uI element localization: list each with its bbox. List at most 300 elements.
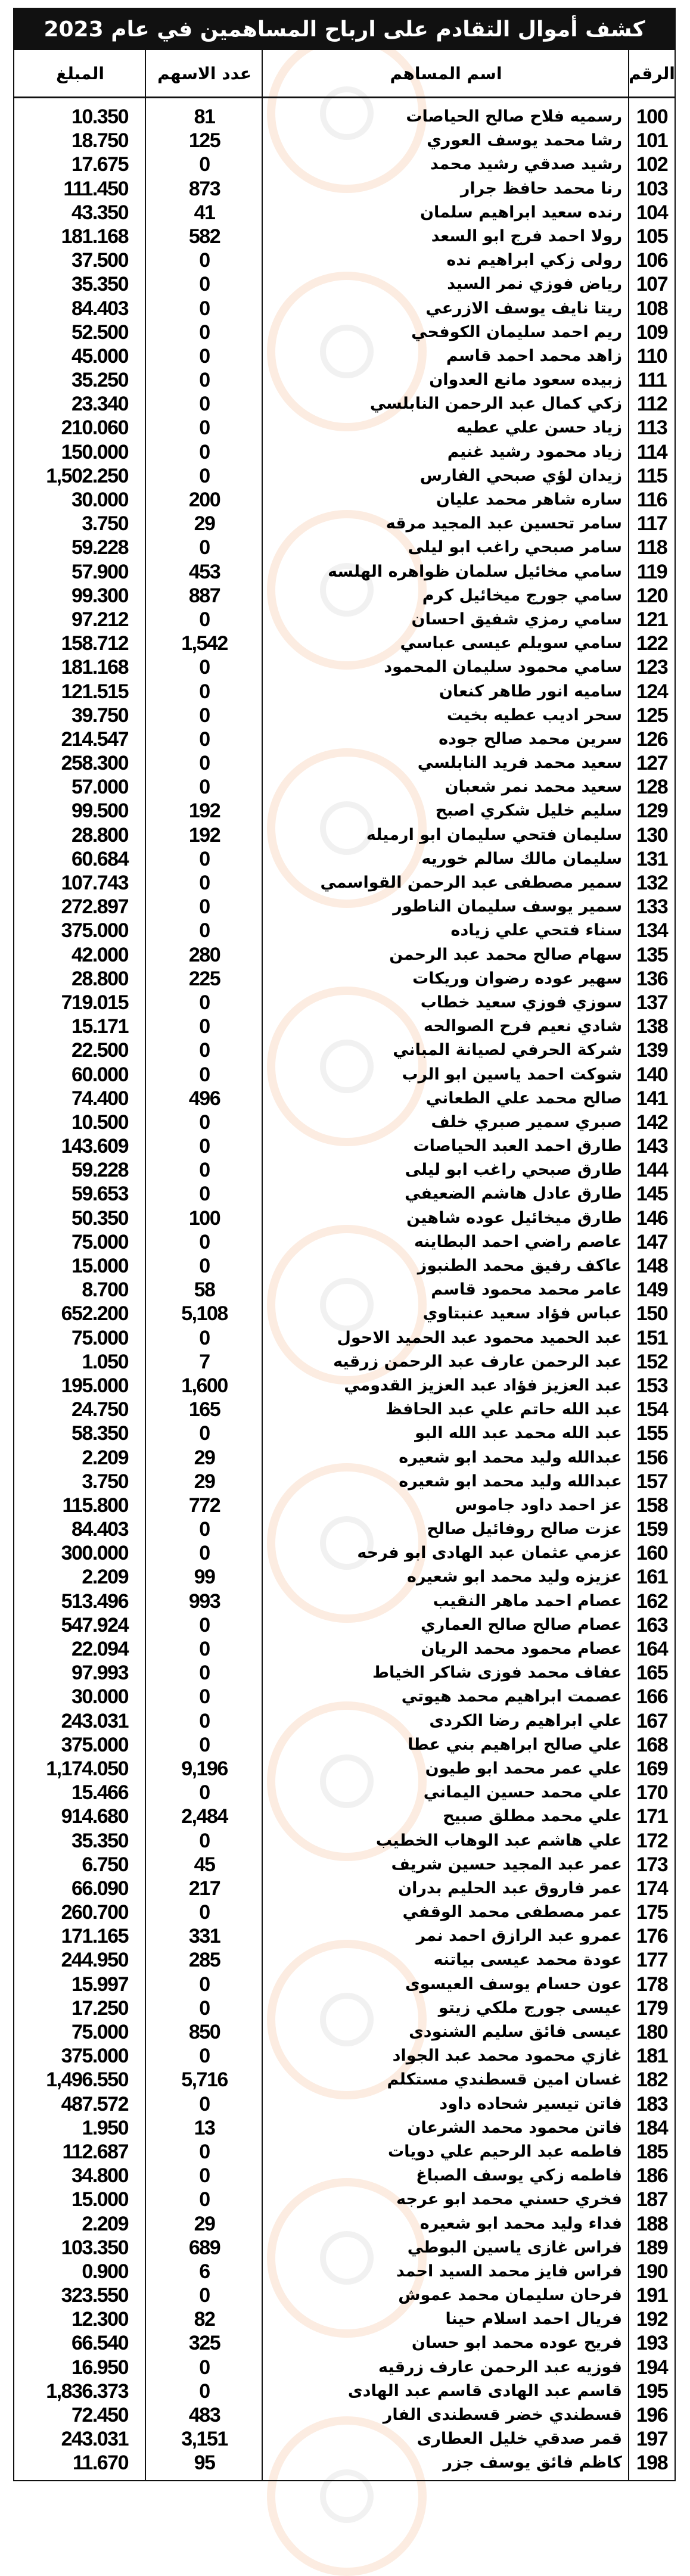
number-cell-text: 175	[636, 1901, 668, 1924]
amount-cell	[14, 368, 146, 392]
table-row	[14, 2260, 675, 2283]
amount-cell-text: 1,502.250	[46, 464, 128, 487]
name-cell	[263, 1182, 629, 1206]
amount-cell	[14, 2236, 146, 2260]
name-cell-text: سعيد محمد نمر شعبان	[445, 777, 622, 797]
name-cell	[263, 1877, 629, 1900]
amount-cell	[14, 775, 146, 799]
name-cell	[263, 1565, 629, 1589]
number-cell-text: 113	[636, 416, 667, 440]
number-cell	[629, 321, 675, 344]
table-row	[14, 177, 675, 201]
name-cell	[263, 1278, 629, 1302]
amount-cell	[14, 2356, 146, 2379]
table-row	[14, 2307, 675, 2331]
number-cell	[629, 1565, 675, 1589]
shares-cell-text: 0	[199, 1638, 210, 1660]
number-cell	[629, 225, 675, 248]
name-cell-text: عون حسام يوسف العيسوى	[405, 1974, 622, 1993]
number-cell	[629, 2427, 675, 2451]
table-row	[14, 1158, 675, 1182]
table-row	[14, 2451, 675, 2475]
shares-cell	[146, 2427, 263, 2451]
name-cell	[263, 608, 629, 631]
table-row	[14, 464, 675, 488]
name-cell-text: شركة الحرفي لصيانة المباني	[393, 1041, 622, 1060]
shares-cell-text: 689	[188, 2236, 220, 2259]
name-cell-text: كاظم فائق يوسف جزر	[443, 2453, 622, 2472]
shares-cell	[146, 2116, 263, 2140]
shares-cell	[146, 2212, 263, 2236]
table-row	[14, 1781, 675, 1805]
amount-cell-text: 10.350	[72, 105, 128, 128]
shares-cell-text: 0	[199, 1733, 210, 1756]
name-cell-text: رولا احمد فرج ابو السعد	[431, 226, 622, 245]
name-cell	[263, 991, 629, 1015]
number-cell	[629, 2068, 675, 2092]
name-cell	[263, 488, 629, 512]
shares-cell-text: 325	[188, 2332, 220, 2355]
name-cell	[263, 1015, 629, 1038]
name-cell-text: رشا محمد يوسف العوري	[427, 131, 622, 150]
shares-cell-text: 45	[194, 1853, 215, 1876]
number-cell	[629, 584, 675, 608]
shares-cell	[146, 201, 263, 225]
name-cell	[263, 1421, 629, 1445]
name-cell-text: عزمي عثمان عبد الهادى ابو فرحه	[357, 1544, 622, 1563]
name-cell-text: سليم خليل شكري اصبح	[435, 801, 622, 820]
shares-cell	[146, 248, 263, 272]
table-row	[14, 1182, 675, 1206]
shares-cell	[146, 2379, 263, 2403]
name-cell	[263, 1350, 629, 1374]
number-cell-text: 170	[636, 1781, 668, 1805]
name-cell	[263, 823, 629, 847]
number-cell	[629, 392, 675, 416]
amount-cell	[14, 2283, 146, 2307]
table-row	[14, 919, 675, 942]
shares-cell	[146, 1709, 263, 1733]
shares-cell	[146, 1470, 263, 1494]
shares-cell-text: 0	[199, 273, 210, 296]
amount-cell	[14, 2379, 146, 2403]
shares-cell	[146, 177, 263, 201]
shares-cell	[146, 1374, 263, 1398]
number-cell	[629, 1494, 675, 1517]
name-cell	[263, 727, 629, 751]
amount-cell-text: 719.015	[61, 991, 128, 1014]
shares-cell	[146, 1733, 263, 1757]
shares-cell	[146, 704, 263, 727]
name-cell-text: قسطندي خضر قسطندى الفار	[383, 2406, 622, 2424]
name-cell	[263, 919, 629, 942]
name-cell-text: عمر فاروق عبد الحليم بدران	[398, 1878, 622, 1897]
name-cell-text: عبدالله وليد محمد ابو شعيره	[399, 1448, 622, 1467]
amount-cell-text: 59.228	[72, 1159, 128, 1182]
name-cell	[263, 2020, 629, 2044]
amount-cell	[14, 1924, 146, 1948]
shares-cell	[146, 1110, 263, 1134]
shares-cell-text: 0	[199, 895, 210, 919]
name-cell-text: رشيد صدقي رشيد محمد	[430, 155, 622, 174]
shares-cell-text: 453	[188, 560, 220, 583]
amount-cell-text: 74.400	[72, 1087, 128, 1110]
table-row	[14, 201, 675, 225]
shares-cell	[146, 1134, 263, 1158]
table-row	[14, 727, 675, 751]
amount-cell	[14, 2427, 146, 2451]
shares-cell-text: 0	[199, 1422, 210, 1445]
number-cell-text: 115	[636, 464, 667, 487]
amount-cell	[14, 512, 146, 536]
name-cell	[263, 201, 629, 225]
amount-cell	[14, 895, 146, 919]
table-row	[14, 1421, 675, 1445]
name-cell	[263, 2451, 629, 2475]
name-cell-text: سوزي فوزي سعيد خطاب	[420, 993, 622, 1012]
number-cell	[629, 1350, 675, 1374]
amount-cell	[14, 1087, 146, 1110]
shares-cell-text: 3,151	[181, 2428, 228, 2451]
shares-cell	[146, 105, 263, 129]
shares-cell	[146, 1326, 263, 1350]
shares-cell	[146, 2044, 263, 2068]
table-row	[14, 512, 675, 536]
name-cell	[263, 2188, 629, 2211]
name-cell-text: عصام صالح صالح العماري	[421, 1615, 622, 1634]
name-cell	[263, 1900, 629, 1924]
number-cell-text: 101	[636, 129, 668, 153]
name-cell-text: زاهد محمد احمد قاسم	[446, 346, 622, 365]
name-cell	[263, 751, 629, 775]
name-cell-text: عاكف رفيق محمد الطنبوز	[417, 1256, 622, 1275]
shares-cell	[146, 225, 263, 248]
number-cell-text: 172	[636, 1829, 668, 1852]
header-shares: عدد الاسهم	[157, 63, 251, 83]
number-cell	[629, 272, 675, 296]
table-row	[14, 1398, 675, 1421]
number-cell	[629, 1517, 675, 1541]
name-cell	[263, 225, 629, 248]
number-cell	[629, 2236, 675, 2260]
shares-cell-text: 772	[188, 1494, 220, 1517]
page-title: كشف أموال التقادم على ارباح المساهمين في عام 2023	[14, 9, 675, 50]
name-cell-text: عبد الرحمن عارف عبد الرحمن زرقيه	[333, 1352, 622, 1371]
amount-cell-text: 2.209	[82, 2212, 128, 2235]
shares-cell-text: 850	[188, 2021, 220, 2043]
number-cell-text: 139	[636, 1039, 668, 1062]
amount-cell	[14, 1589, 146, 1613]
number-cell-text: 102	[636, 153, 668, 176]
name-cell	[263, 440, 629, 464]
name-cell-text: سليمان مالك سالم خوريه	[421, 849, 622, 868]
amount-cell	[14, 1709, 146, 1733]
table-row	[14, 2236, 675, 2260]
table-row	[14, 1805, 675, 1828]
shares-cell-text: 0	[199, 344, 210, 368]
table-row	[14, 2164, 675, 2188]
name-cell-text: سامي جورج ميخائيل كرم	[422, 586, 622, 605]
amount-cell	[14, 2140, 146, 2164]
amount-cell	[14, 297, 146, 321]
shares-cell	[146, 871, 263, 895]
name-cell-text: عبد الله حاتم علي عبد الحافظ	[385, 1400, 622, 1419]
number-cell	[629, 440, 675, 464]
number-cell-text: 177	[636, 1949, 668, 1972]
number-cell	[629, 608, 675, 631]
number-cell	[629, 919, 675, 942]
number-cell	[629, 1589, 675, 1613]
amount-cell	[14, 1781, 146, 1805]
table-row	[14, 895, 675, 919]
amount-cell-text: 50.350	[72, 1206, 128, 1230]
shares-cell-text: 0	[199, 1662, 210, 1685]
name-cell-text: عبدالله وليد محمد ابو شعيره	[399, 1471, 622, 1491]
number-cell	[629, 1637, 675, 1661]
shares-cell	[146, 1517, 263, 1541]
name-cell-text: سهام صالح محمد عبد الرحمن	[389, 945, 622, 964]
table-row	[14, 1494, 675, 1517]
amount-cell-text: 3.750	[82, 512, 128, 536]
amount-cell	[14, 2331, 146, 2355]
table-row	[14, 321, 675, 344]
shares-cell-text: 887	[188, 584, 220, 607]
name-cell	[263, 655, 629, 679]
amount-cell-text: 487.572	[61, 2092, 128, 2115]
name-cell	[263, 368, 629, 392]
number-cell	[629, 416, 675, 440]
number-cell	[629, 1470, 675, 1494]
amount-cell-text: 17.675	[72, 153, 128, 176]
name-cell-text: علي هاشم عبد الوهاب الخطيب	[375, 1831, 622, 1850]
shares-cell	[146, 2092, 263, 2116]
number-cell-text: 167	[636, 1709, 668, 1732]
table-row	[14, 272, 675, 296]
name-cell	[263, 1541, 629, 1565]
shares-cell-text: 0	[199, 297, 210, 320]
shares-cell-text: 58	[194, 1278, 215, 1302]
table-row	[14, 1637, 675, 1661]
number-cell-text: 184	[636, 2116, 668, 2139]
name-cell	[263, 1805, 629, 1828]
number-cell	[629, 1398, 675, 1421]
shares-cell	[146, 1254, 263, 1278]
name-cell-text: سامي مخائيل سلمان ظواهره الهلسه	[328, 562, 622, 581]
shares-cell	[146, 272, 263, 296]
name-cell-text: عصام احمد ماهر النقيب	[433, 1591, 622, 1610]
number-cell-text: 145	[636, 1183, 668, 1206]
name-cell-text: عبد العزيز فؤاد عبد العزيز القدومي	[344, 1376, 622, 1395]
amount-cell-text: 17.250	[72, 1996, 128, 2020]
name-cell-text: عباس فؤاد سعيد عنبتاوي	[422, 1304, 622, 1323]
amount-cell-text: 210.060	[61, 416, 128, 440]
number-cell-text: 105	[636, 225, 668, 248]
name-cell-text: علي صالح ابراهيم بني عطا	[408, 1735, 622, 1754]
number-cell	[629, 2044, 675, 2068]
shares-cell-text: 7	[199, 1350, 210, 1373]
number-cell-text: 120	[636, 584, 668, 607]
name-cell	[263, 177, 629, 201]
number-cell	[629, 1541, 675, 1565]
amount-cell-text: 103.350	[61, 2236, 128, 2259]
number-cell-text: 158	[636, 1494, 668, 1517]
name-cell	[263, 321, 629, 344]
amount-cell	[14, 321, 146, 344]
name-cell	[263, 2092, 629, 2116]
number-cell-text: 104	[636, 201, 668, 224]
amount-cell-text: 30.000	[72, 1685, 128, 1709]
table-row	[14, 1733, 675, 1757]
amount-cell	[14, 2307, 146, 2331]
number-cell	[629, 1374, 675, 1398]
amount-cell	[14, 823, 146, 847]
name-cell	[263, 895, 629, 919]
number-cell-text: 185	[636, 2140, 668, 2163]
amount-cell	[14, 2260, 146, 2283]
name-cell-text: شوكت احمد ياسين ابو الرب	[402, 1065, 622, 1084]
shares-cell-text: 0	[199, 416, 210, 440]
shares-cell	[146, 536, 263, 559]
shares-cell-text: 225	[188, 967, 220, 990]
number-cell	[629, 297, 675, 321]
amount-cell	[14, 248, 146, 272]
shares-cell	[146, 919, 263, 942]
shares-cell	[146, 943, 263, 967]
amount-cell-text: 10.500	[72, 1110, 128, 1134]
name-cell	[263, 1709, 629, 1733]
number-cell	[629, 1829, 675, 1853]
amount-cell-text: 323.550	[61, 2284, 128, 2307]
number-cell	[629, 2212, 675, 2236]
name-cell-text: فريال احمد اسلام حينا	[445, 2310, 622, 2329]
number-cell	[629, 2140, 675, 2164]
table-row	[14, 608, 675, 631]
name-cell-text: قمر صدقي خليل العطارى	[417, 2429, 622, 2449]
amount-cell	[14, 1613, 146, 1637]
name-cell-text: عيسى جورج ملكي زيتو	[438, 1998, 622, 2017]
shares-cell	[146, 1637, 263, 1661]
number-cell	[629, 1206, 675, 1230]
shares-cell	[146, 2020, 263, 2044]
number-cell	[629, 1063, 675, 1087]
amount-cell	[14, 1494, 146, 1517]
number-cell	[629, 1087, 675, 1110]
shares-cell	[146, 584, 263, 608]
name-cell-text: فاتن تيسير شحاده داود	[439, 2094, 622, 2113]
name-cell	[263, 2164, 629, 2188]
name-cell-text: زيدان لؤي صبحي الفارس	[419, 466, 622, 485]
table-row	[14, 129, 675, 153]
number-cell-text: 126	[636, 727, 668, 751]
number-cell	[629, 991, 675, 1015]
number-cell-text: 144	[636, 1159, 668, 1182]
name-cell	[263, 1948, 629, 1972]
table-row	[14, 2044, 675, 2068]
amount-cell-text: 914.680	[61, 1805, 128, 1828]
shares-cell	[146, 1158, 263, 1182]
table-row	[14, 536, 675, 559]
name-cell-text: طارق احمد العبد الحياصات	[413, 1137, 622, 1156]
name-cell-text: رنده سعيد ابراهيم سلمان	[419, 203, 622, 222]
name-cell	[263, 847, 629, 871]
name-cell	[263, 105, 629, 129]
amount-cell-text: 15.466	[72, 1781, 128, 1805]
number-cell	[629, 1230, 675, 1254]
table-row	[14, 1565, 675, 1589]
header-amount: المبلغ	[56, 63, 104, 83]
amount-cell-text: 97.212	[72, 608, 128, 631]
name-cell	[263, 392, 629, 416]
shares-cell	[146, 297, 263, 321]
shares-cell-text: 0	[199, 752, 210, 775]
number-cell-text: 161	[636, 1566, 668, 1589]
table-body	[14, 98, 675, 2480]
name-cell	[263, 1470, 629, 1494]
shares-cell-text: 125	[188, 129, 220, 153]
shares-cell	[146, 655, 263, 679]
shares-cell-text: 0	[199, 656, 210, 679]
name-cell-text: زياد حسن علي عطيه	[456, 418, 622, 437]
number-cell-text: 129	[636, 799, 668, 823]
name-cell	[263, 1110, 629, 1134]
number-cell	[629, 1613, 675, 1637]
name-cell	[263, 1781, 629, 1805]
amount-cell-text: 99.300	[72, 584, 128, 607]
shares-cell	[146, 1900, 263, 1924]
shares-cell-text: 0	[199, 1063, 210, 1086]
table-row	[14, 1038, 675, 1062]
number-cell	[629, 1278, 675, 1302]
amount-cell-text: 35.250	[72, 369, 128, 392]
amount-cell	[14, 201, 146, 225]
number-cell	[629, 1110, 675, 1134]
amount-cell-text: 24.750	[72, 1398, 128, 1421]
shares-cell	[146, 1063, 263, 1087]
name-cell	[263, 536, 629, 559]
name-cell-text: سامي محمود سليمان المحمود	[384, 658, 622, 677]
amount-cell-text: 59.653	[72, 1183, 128, 1206]
amount-cell	[14, 1853, 146, 1877]
name-cell	[263, 2260, 629, 2283]
number-cell-text: 155	[636, 1422, 668, 1445]
shares-cell-text: 0	[199, 2140, 210, 2163]
shares-cell-text: 0	[199, 1039, 210, 1062]
amount-cell	[14, 655, 146, 679]
number-cell	[629, 368, 675, 392]
amount-cell-text: 2.209	[82, 1566, 128, 1589]
shares-cell	[146, 1541, 263, 1565]
amount-cell-text: 112.687	[62, 2140, 128, 2163]
number-cell-text: 156	[636, 1446, 668, 1469]
number-cell-text: 179	[636, 1996, 668, 2020]
amount-cell	[14, 105, 146, 129]
name-cell-text: سمير يوسف سليمان الناطور	[393, 897, 622, 916]
name-cell-text: طارق عادل هاشم الضعيفي	[405, 1184, 622, 1203]
number-cell-text: 127	[636, 752, 668, 775]
amount-cell	[14, 1254, 146, 1278]
amount-cell	[14, 488, 146, 512]
amount-cell-text: 15.997	[72, 1973, 128, 1996]
name-cell	[263, 680, 629, 704]
shares-cell	[146, 153, 263, 176]
table-row	[14, 1948, 675, 1972]
number-cell-text: 141	[636, 1087, 668, 1110]
number-cell	[629, 1661, 675, 1685]
shares-cell-text: 582	[188, 225, 220, 248]
shares-cell-text: 0	[199, 464, 210, 487]
name-cell	[263, 967, 629, 991]
shares-cell-text: 6	[199, 2260, 210, 2283]
